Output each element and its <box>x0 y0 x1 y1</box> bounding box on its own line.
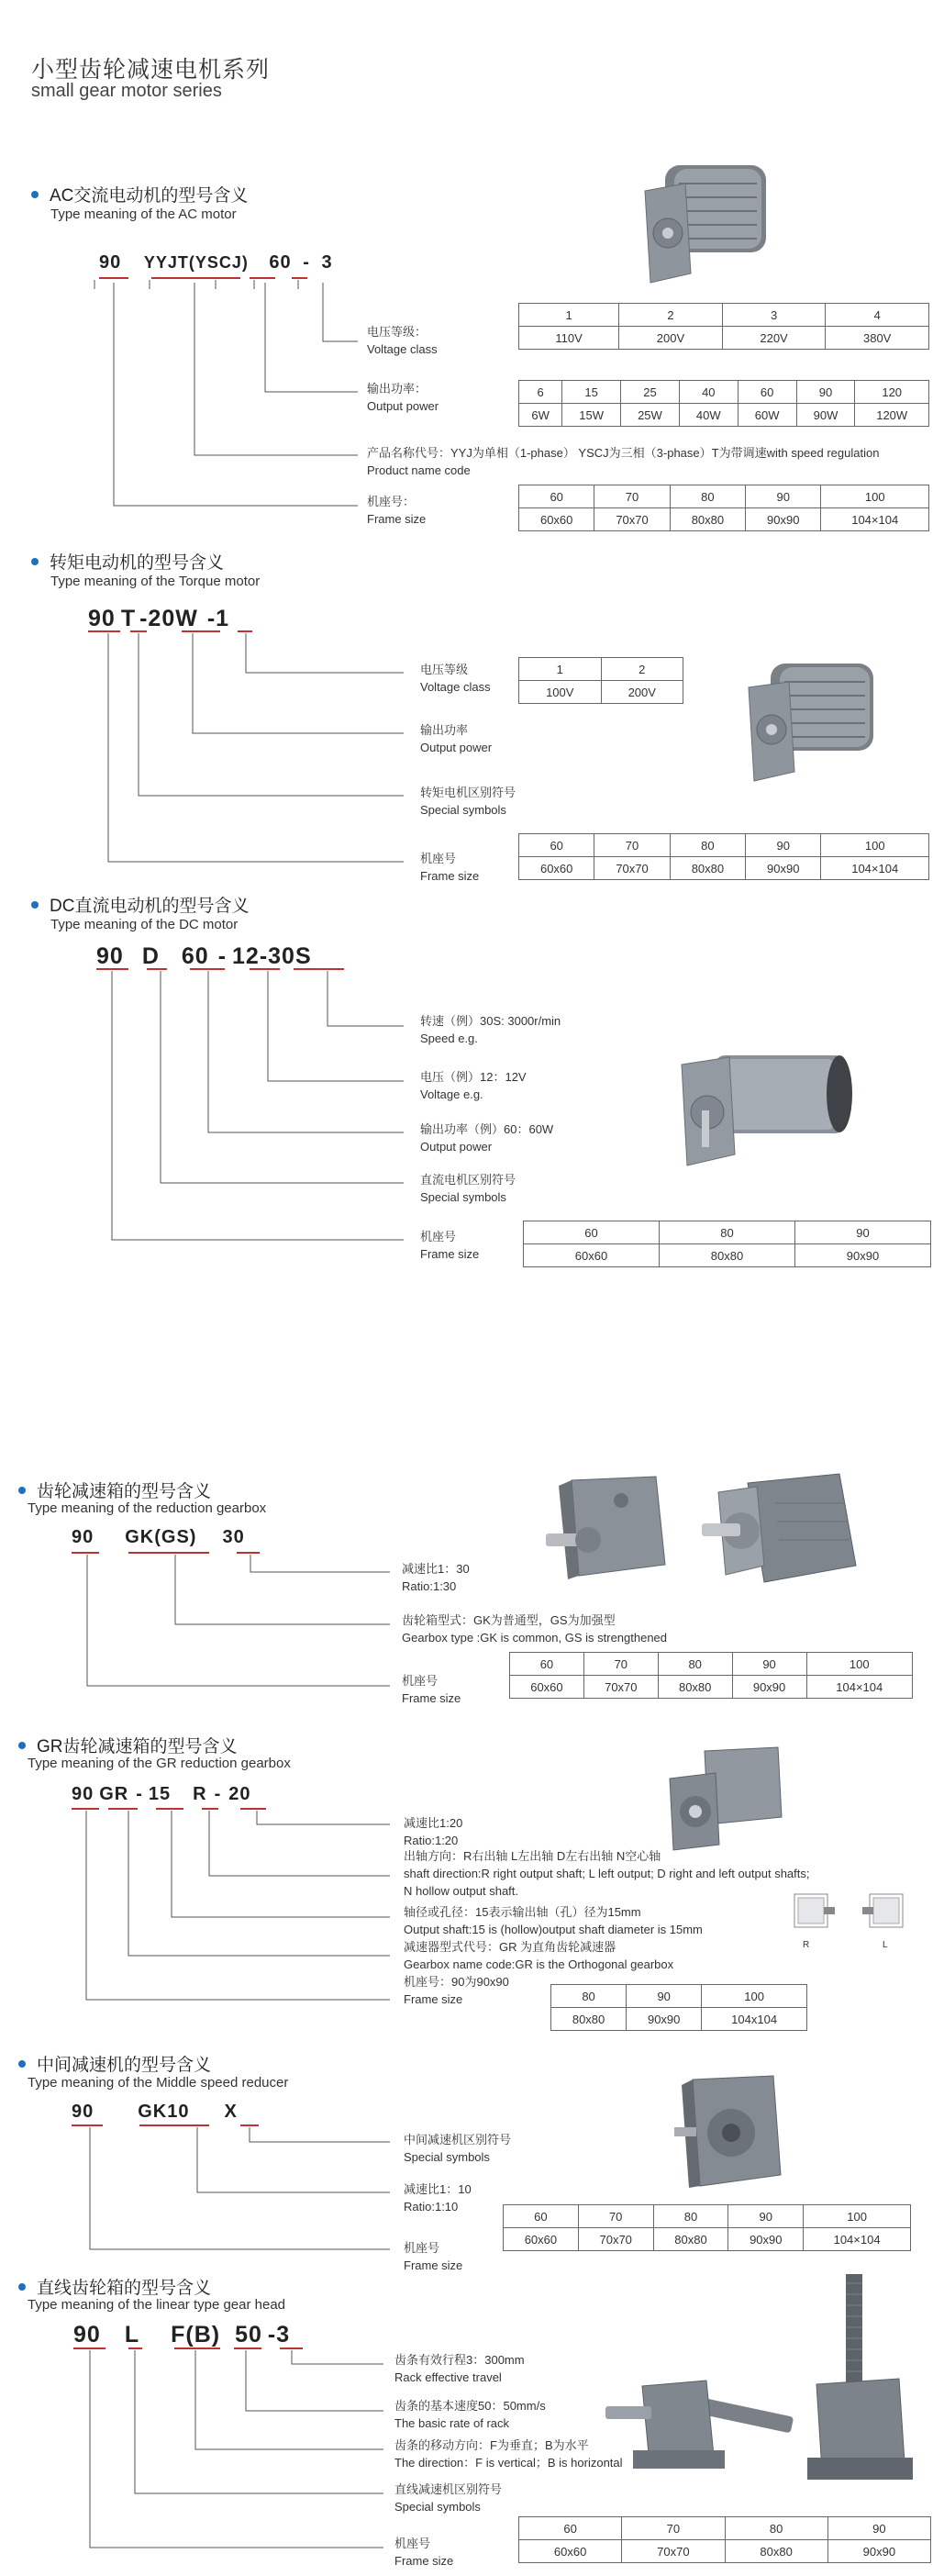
middle-section-title <box>18 2051 211 2076</box>
torque-section-title <box>31 549 224 574</box>
table-row <box>519 658 683 681</box>
middle-frame-table <box>503 2204 911 2251</box>
torque-frame-desc: 机座号 Frame size <box>420 852 480 883</box>
table-cell: 70x70 <box>578 2228 653 2251</box>
table-cell: 80x80 <box>670 857 745 880</box>
gearbox-title-text: 齿轮减速箱的型号含义 <box>37 1482 212 1501</box>
torque-section-subtitle: Type meaning of the Torque motor <box>50 574 261 589</box>
linear-direction-desc: 齿条的移动方向：F为垂直；B为水平 The direction：F is vertical；B is horizontal <box>394 2438 623 2470</box>
ac-code-product: YYJT(YSCJ) <box>143 253 249 272</box>
table-cell: 25 <box>621 381 680 404</box>
dc-code: 90 D 60 - 12-30S <box>96 943 312 969</box>
table-cell: 70 <box>622 2517 725 2540</box>
table-cell: 90 <box>746 485 821 508</box>
table-cell: 4 <box>826 304 929 327</box>
ac-code-power: 60 <box>269 252 292 273</box>
table-cell: 60 <box>519 2517 622 2540</box>
table-cell: 120 <box>855 381 929 404</box>
table-cell: 90x90 <box>728 2228 804 2251</box>
table-cell: 2 <box>619 304 723 327</box>
gearbox-frame-desc: 机座号 Frame size <box>402 1674 461 1705</box>
table-cell: 1 <box>519 658 602 681</box>
table-cell: 15W <box>562 404 621 427</box>
ac-code-dash: - <box>303 252 310 273</box>
gearbox-section-title <box>18 1478 211 1502</box>
torque-special-desc: 转矩电机区别符号 Special symbols <box>420 786 516 817</box>
torque-power-desc: 输出功率 Output power <box>420 723 493 754</box>
ac-power-table <box>518 380 929 427</box>
table-cell: 80 <box>658 1653 732 1676</box>
middle-section-subtitle: Type meaning of the Middle speed reducer <box>28 2075 289 2091</box>
middle-frame-desc: 机座号 Frame size <box>404 2241 463 2272</box>
table-cell: 90 <box>728 2205 804 2228</box>
table-cell: 60 <box>504 2205 579 2228</box>
table-cell: 80 <box>670 485 745 508</box>
table-row <box>510 1676 913 1699</box>
linear-travel-desc: 齿条有效行程3：300mm Rack effective travel <box>394 2353 525 2384</box>
table-cell: 25W <box>621 404 680 427</box>
table-cell: 80x80 <box>725 2540 827 2563</box>
table-cell: 80 <box>660 1221 795 1244</box>
gr-l-label: L <box>883 1940 888 1950</box>
ac-product-desc: 产品名称代号：YYJ为单相（1-phase） YSCJ为三相（3-phase）T为带调速with speed regulation Product name code <box>367 446 880 477</box>
table-cell: 90x90 <box>732 1676 806 1699</box>
torque-code: 90 T -20W -1 <box>88 606 230 631</box>
table-cell: 60x60 <box>504 2228 579 2251</box>
table-row <box>551 2008 807 2031</box>
table-cell: 90x90 <box>827 2540 930 2563</box>
page-title: 小型齿轮减速电机系列 <box>31 57 271 83</box>
table-row <box>510 1653 913 1676</box>
gearbox-section-subtitle: Type meaning of the reduction gearbox <box>28 1500 267 1516</box>
gr-direction-desc: 出轴方向：R右出轴 L左出轴 D左右出轴 N空心轴 shaft direction:R right output shaft; L left output; D right and left output shafts; N hollow output shaft. <box>404 1849 810 1898</box>
table-cell: 3 <box>722 304 826 327</box>
table-cell: 80x80 <box>653 2228 728 2251</box>
table-row <box>519 404 929 427</box>
middle-code: 90 GK10 X <box>72 2102 238 2122</box>
torque-voltage-desc: 电压等级 Voltage class <box>420 663 491 694</box>
bullet-icon <box>31 191 39 198</box>
gr-frame-desc: 机座号：90为90x90 Frame size <box>404 1975 509 2006</box>
table-cell: 90x90 <box>746 508 821 531</box>
dc-section-title <box>31 892 249 917</box>
table-cell: 70x70 <box>594 508 670 531</box>
gearbox-type-desc: 齿轮箱型式：GK为普通型，GS为加强型 Gearbox type :GK is common, GS is strengthened <box>402 1613 668 1645</box>
linear-special-desc: 直线减速机区别符号 Special symbols <box>394 2482 503 2514</box>
table-row <box>524 1221 931 1244</box>
dc-voltage-desc: 电压（例）12：12V Voltage e.g. <box>420 1070 527 1101</box>
dc-special-desc: 直流电机区别符号 Special symbols <box>420 1173 516 1204</box>
linear-vertical-photo <box>798 2274 917 2485</box>
ac-power-desc: 输出功率： Output power <box>367 382 439 413</box>
gr-section-subtitle: Type meaning of the GR reduction gearbox <box>28 1756 291 1771</box>
table-cell: 70x70 <box>622 2540 725 2563</box>
middle-special-desc: 中间减速机区别符号 Special symbols <box>404 2133 512 2164</box>
ac-frame-desc: 机座号： Frame size <box>367 495 427 526</box>
table-cell: 80x80 <box>670 508 745 531</box>
table-cell: 90 <box>796 381 855 404</box>
table-cell: 90 <box>627 1985 702 2008</box>
table-cell: 90 <box>827 2517 930 2540</box>
table-cell: 104×104 <box>821 857 929 880</box>
table-cell: 6W <box>519 404 562 427</box>
table-cell: 200V <box>619 327 723 350</box>
table-cell: 70 <box>594 834 670 857</box>
torque-frame-table <box>518 833 929 880</box>
ac-voltage-desc: 电压等级： Voltage class <box>367 325 438 356</box>
gr-name-desc: 减速器型式代号：GR 为直角齿轮减速器 Gearbox name code:GR is the Orthogonal gearbox <box>404 1940 674 1971</box>
gr-section-title <box>18 1733 238 1757</box>
dc-motor-photo <box>674 1037 858 1175</box>
ac-voltage-table <box>518 303 929 350</box>
table-cell: 40 <box>679 381 738 404</box>
dc-power-desc: 输出功率（例）60：60W Output power <box>420 1122 554 1154</box>
table-cell: 100V <box>519 681 602 704</box>
table-cell: 90x90 <box>795 1244 931 1267</box>
linear-title-text: 直线齿轮箱的型号含义 <box>37 2279 212 2298</box>
ac-motor-photo <box>638 156 775 289</box>
table-row <box>519 857 929 880</box>
table-cell: 80 <box>551 1985 627 2008</box>
gr-r-label: R <box>803 1940 810 1950</box>
table-cell: 60x60 <box>519 2540 622 2563</box>
table-cell: 60x60 <box>524 1244 660 1267</box>
gr-r-shaft-diagram <box>787 1889 835 1935</box>
table-cell: 60W <box>738 404 796 427</box>
table-cell: 100 <box>821 485 929 508</box>
table-cell: 6 <box>519 381 562 404</box>
bullet-icon <box>31 558 39 565</box>
table-row <box>519 834 929 857</box>
table-cell: 90 <box>795 1221 931 1244</box>
dc-speed-desc: 转速（例）30S: 3000r/min Speed e.g. <box>420 1014 561 1045</box>
bullet-icon <box>18 1742 26 1749</box>
ac-section-subtitle: Type meaning of the AC motor <box>50 206 237 222</box>
gr-frame-table <box>550 1984 807 2031</box>
ac-code-frame: 90 <box>99 252 122 273</box>
table-row <box>504 2205 911 2228</box>
ac-title-text: AC交流电动机的型号含义 <box>50 186 249 206</box>
table-cell: 90 <box>732 1653 806 1676</box>
middle-reducer-photo <box>674 2072 784 2191</box>
gearbox-photo-front <box>546 1473 670 1583</box>
middle-title-text: 中间减速机的型号含义 <box>37 2056 212 2075</box>
linear-section-title <box>18 2274 211 2299</box>
table-cell: 60 <box>519 485 594 508</box>
table-cell: 100 <box>702 1985 807 2008</box>
table-row <box>519 381 929 404</box>
table-cell: 90x90 <box>746 857 821 880</box>
table-cell: 80 <box>670 834 745 857</box>
table-cell: 90 <box>746 834 821 857</box>
table-cell: 220V <box>722 327 826 350</box>
table-cell: 80x80 <box>551 2008 627 2031</box>
table-cell: 120W <box>855 404 929 427</box>
table-row <box>551 1985 807 2008</box>
table-cell: 60x60 <box>510 1676 584 1699</box>
table-row <box>519 681 683 704</box>
table-cell: 104×104 <box>806 1676 913 1699</box>
gr-gearbox-photo <box>661 1742 784 1852</box>
torque-motor-photo <box>743 656 881 785</box>
table-cell: 60 <box>738 381 796 404</box>
table-cell: 70 <box>583 1653 658 1676</box>
ac-code-voltage: 3 <box>321 252 333 273</box>
gearbox-frame-table <box>509 1652 913 1699</box>
table-cell: 80x80 <box>658 1676 732 1699</box>
gearbox-photo-side <box>702 1466 862 1595</box>
dc-frame-table <box>523 1221 931 1267</box>
table-cell: 104x104 <box>702 2008 807 2031</box>
table-cell: 90x90 <box>627 2008 702 2031</box>
ac-frame-table <box>518 485 929 531</box>
table-cell: 1 <box>519 304 619 327</box>
linear-frame-desc: 机座号 Frame size <box>394 2537 454 2568</box>
table-row <box>524 1244 931 1267</box>
table-cell: 60x60 <box>519 508 594 531</box>
table-row <box>519 304 929 327</box>
linear-section-subtitle: Type meaning of the linear type gear head <box>28 2297 286 2313</box>
table-row <box>519 508 929 531</box>
dc-title-text: DC直流电动机的型号含义 <box>50 897 250 916</box>
ac-section-title <box>31 182 248 206</box>
dc-frame-desc: 机座号 Frame size <box>420 1230 480 1261</box>
table-cell: 200V <box>601 681 683 704</box>
table-cell: 70x70 <box>583 1676 658 1699</box>
gr-title-text: GR齿轮减速箱的型号含义 <box>37 1737 238 1756</box>
page-subtitle: small gear motor series <box>31 81 222 101</box>
gr-l-shaft-diagram <box>862 1889 910 1935</box>
dc-section-subtitle: Type meaning of the DC motor <box>50 917 239 932</box>
linear-rate-desc: 齿条的基本速度50：50mm/s The basic rate of rack <box>394 2399 546 2430</box>
table-cell: 60 <box>510 1653 584 1676</box>
table-cell: 104×104 <box>804 2228 911 2251</box>
linear-code: 90 L F(B) 50 -3 <box>73 2322 291 2347</box>
table-cell: 70x70 <box>594 857 670 880</box>
bullet-icon <box>18 1487 26 1494</box>
table-row <box>519 327 929 350</box>
linear-frame-table <box>518 2516 931 2563</box>
bullet-icon <box>18 2060 26 2068</box>
table-row <box>519 2517 931 2540</box>
table-cell: 100 <box>806 1653 913 1676</box>
torque-title-text: 转矩电动机的型号含义 <box>50 553 225 573</box>
table-row <box>519 485 929 508</box>
table-cell: 70 <box>578 2205 653 2228</box>
table-cell: 60x60 <box>519 857 594 880</box>
middle-ratio-desc: 减速比1：10 Ratio:1:10 <box>404 2182 472 2214</box>
bullet-icon <box>18 2283 26 2291</box>
gr-ratio-desc: 减速比1:20 Ratio:1:20 <box>404 1816 463 1847</box>
linear-horizontal-photo <box>605 2368 798 2487</box>
table-cell: 15 <box>562 381 621 404</box>
ac-code <box>99 252 333 273</box>
table-cell: 380V <box>826 327 929 350</box>
table-cell: 100 <box>804 2205 911 2228</box>
table-cell: 100 <box>821 834 929 857</box>
table-cell: 110V <box>519 327 619 350</box>
table-cell: 80x80 <box>660 1244 795 1267</box>
table-cell: 80 <box>653 2205 728 2228</box>
table-row <box>504 2228 911 2251</box>
table-cell: 60 <box>524 1221 660 1244</box>
torque-voltage-table <box>518 657 683 704</box>
gr-code: 90 GR - 15 R - 20 <box>72 1784 251 1804</box>
table-cell: 40W <box>679 404 738 427</box>
table-cell: 90W <box>796 404 855 427</box>
table-row <box>519 2540 931 2563</box>
table-cell: 104×104 <box>821 508 929 531</box>
gearbox-ratio-desc: 减速比1：30 Ratio:1:30 <box>402 1562 470 1593</box>
table-cell: 60 <box>519 834 594 857</box>
table-cell: 70 <box>594 485 670 508</box>
table-cell: 80 <box>725 2517 827 2540</box>
gr-shaft-desc: 轴径或孔径：15表示输出轴（孔）径为15mm Output shaft:15 is (hollow)output shaft diameter is 15mm <box>404 1905 703 1936</box>
bullet-icon <box>31 901 39 909</box>
table-cell: 2 <box>601 658 683 681</box>
gearbox-code: 90 GK(GS) 30 <box>72 1527 245 1547</box>
